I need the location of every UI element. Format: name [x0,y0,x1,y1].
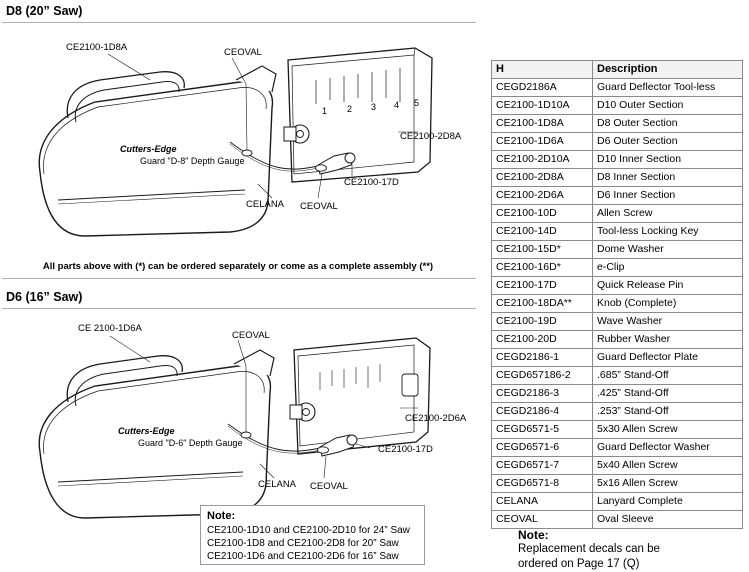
table-row [492,457,743,475]
cell-part: CE2100-2D10A [492,151,593,169]
cell-part: CE2100-18DA** [492,295,593,313]
svg-text:Guard "D-8" Depth Gauge: Guard "D-8" Depth Gauge [140,156,245,166]
cell-desc: .425” Stand-Off [593,385,743,403]
divider-middle-top [2,278,476,279]
cell-part: CEOVAL [492,511,593,529]
cell-desc: Oval Sleeve [593,511,743,529]
cell-desc: Lanyard Complete [593,493,743,511]
left-note-line-3: CE2100-1D6 and CE2100-2D6 for 16” Saw [207,551,399,562]
table-header-h: H [492,61,593,79]
parts-table [491,60,743,529]
cell-part: CE2100-1D8A [492,115,593,133]
left-note-line-1: CE2100-1D10 and CE2100-2D10 for 24” Saw [207,525,410,536]
cell-part: CE2100-20D [492,331,593,349]
callout-d8-outer: CE2100-1D8A [66,42,128,53]
callout-d6-celana: CELANA [258,479,297,490]
cell-desc: D8 Inner Section [593,169,743,187]
cell-desc: .253” Stand-Off [593,403,743,421]
cell-part: CE2100-19D [492,313,593,331]
right-note-box [518,528,728,572]
cell-desc: Knob (Complete) [593,295,743,313]
cell-desc: Tool-less Locking Key [593,223,743,241]
cell-part: CEGD2186A [492,79,593,97]
table-header-description: Description [593,61,743,79]
table-row [492,79,743,97]
assembly-note: All parts above with (*) can be ordered separately or come as a complete assembly (**) [42,261,434,272]
svg-text:5: 5 [414,98,420,108]
cell-desc: Allen Screw [593,205,743,223]
cell-part: CE2100-15D* [492,241,593,259]
callout-d8-celana: CELANA [246,199,285,210]
callout-d6-inner: CE2100-2D6A [405,413,467,424]
cell-part: CE2100-14D [492,223,593,241]
right-note-title: Note: [518,528,549,542]
callout-d6-pin: CE2100-17D [378,444,433,455]
svg-text:4: 4 [394,100,400,110]
table-row [492,367,743,385]
callout-d8-pin: CE2100-17D [344,177,399,188]
cell-desc: 5x16 Allen Screw [593,475,743,493]
cell-desc: 5x40 Allen Screw [593,457,743,475]
right-note-line-2: ordered on Page 17 (Q) [518,558,640,570]
svg-text:3: 3 [371,102,377,112]
cell-part: CE2100-1D6A [492,133,593,151]
table-row [492,151,743,169]
callout-d8-ceoval-bottom: CEOVAL [300,201,338,212]
table-row [492,97,743,115]
parts-table-wrap [491,60,743,529]
table-row [492,223,743,241]
cell-part: CE2100-2D8A [492,169,593,187]
brand-text: Cutters-Edge [120,144,177,154]
cell-part: CE2100-16D* [492,259,593,277]
cell-desc: D8 Outer Section [593,115,743,133]
table-row [492,259,743,277]
table-row [492,511,743,529]
cell-desc: e-Clip [593,259,743,277]
cell-desc: Guard Deflector Plate [593,349,743,367]
callout-d6-ceoval-top: CEOVAL [232,330,270,341]
cell-part: CEGD6571-8 [492,475,593,493]
callout-d6-outer: CE 2100-1D6A [78,323,142,334]
left-note-line-2: CE2100-1D8 and CE2100-2D8 for 20” Saw [207,538,399,549]
cell-part: CEGD2186-3 [492,385,593,403]
table-row [492,331,743,349]
cell-part: CE2100-10D [492,205,593,223]
table-row [492,205,743,223]
d8-diagram [0,22,480,272]
svg-text:2: 2 [347,104,353,114]
cell-desc: Wave Washer [593,313,743,331]
table-row [492,133,743,151]
cell-part: CEGD2186-1 [492,349,593,367]
svg-text:1: 1 [322,106,328,116]
cell-part: CELANA [492,493,593,511]
table-row [492,313,743,331]
cell-desc: Guard Deflector Tool-less [593,79,743,97]
cell-part: CEGD6571-6 [492,439,593,457]
cell-part: CE2100-2D6A [492,187,593,205]
table-row [492,475,743,493]
cell-desc: 5x30 Allen Screw [593,421,743,439]
table-row [492,439,743,457]
callout-d8-inner: CE2100-2D8A [400,131,462,142]
parts-table-body [492,79,743,529]
svg-text:Cutters-Edge: Cutters-Edge [118,426,175,436]
right-note-line-1: Replacement decals can be [518,543,660,555]
table-row [492,277,743,295]
svg-text:Guard "D-6" Depth Gauge: Guard "D-6" Depth Gauge [138,438,243,448]
section-title-d8: D8 (20” Saw) [6,4,83,18]
section-title-d6: D6 (16” Saw) [6,290,83,304]
cell-desc: D6 Inner Section [593,187,743,205]
cell-part: CEGD657186-2 [492,367,593,385]
table-row [492,349,743,367]
table-row [492,241,743,259]
table-row [492,385,743,403]
cell-part: CEGD6571-7 [492,457,593,475]
callout-d8-ceoval-top: CEOVAL [224,47,262,58]
cell-part: CEGD2186-4 [492,403,593,421]
table-row [492,295,743,313]
table-row [492,115,743,133]
table-row [492,493,743,511]
cell-desc: .685” Stand-Off [593,367,743,385]
cell-desc: Rubber Washer [593,331,743,349]
left-note-box [200,505,425,565]
cell-desc: D10 Outer Section [593,97,743,115]
cell-part: CEGD6571-5 [492,421,593,439]
cell-part: CE2100-17D [492,277,593,295]
table-header-row [492,61,743,79]
cell-desc: Dome Washer [593,241,743,259]
callout-d6-ceoval-bottom: CEOVAL [310,481,348,492]
table-row [492,169,743,187]
table-row [492,187,743,205]
divider-middle-bottom [2,308,476,309]
cell-desc: D10 Inner Section [593,151,743,169]
cell-part: CE2100-1D10A [492,97,593,115]
cell-desc: Quick Release Pin [593,277,743,295]
table-row [492,403,743,421]
table-row [492,421,743,439]
cell-desc: D6 Outer Section [593,133,743,151]
left-note-title: Note: [207,510,236,522]
cell-desc: Guard Deflector Washer [593,439,743,457]
